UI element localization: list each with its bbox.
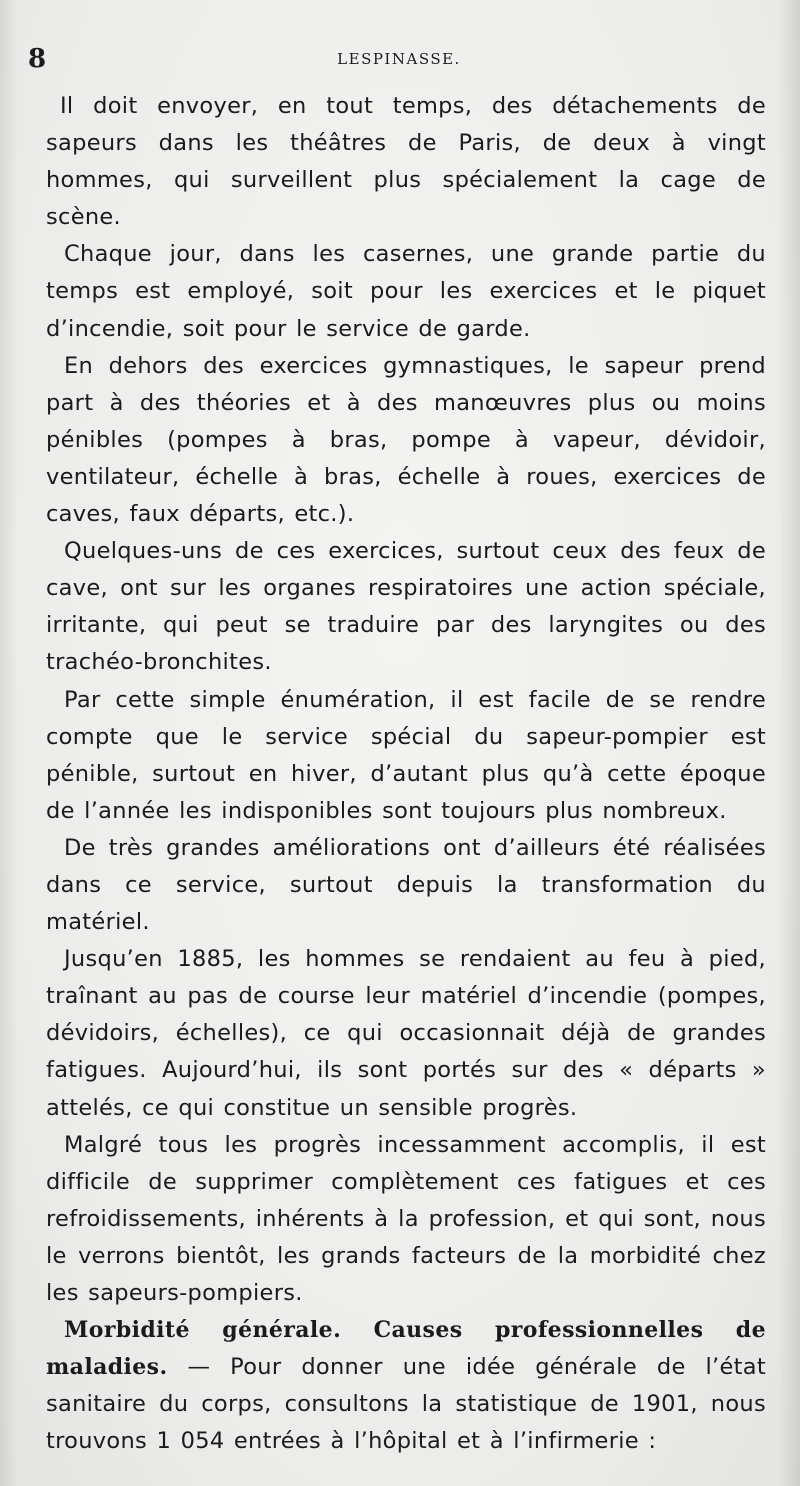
body-text — [46, 88, 766, 1460]
section-paragraph — [46, 1312, 766, 1460]
page-header — [28, 40, 770, 76]
paragraph-6: De très grandes améliorations ont d’ailleurs été réalisées dans ce service, surtout depuis la transformation du matériel. — [46, 834, 766, 936]
page-number: 8 — [28, 44, 47, 74]
paragraph-8: Malgré tous les progrès incessamment accomplis, il est difficile de supprimer complètement ces fatigues et ces refroidissements, inhérents à la profession, et qui sont, nous le verrons bientôt, les grands facteurs de la morbidité chez les sapeurs-pompiers. — [46, 1131, 766, 1306]
section-text: — Pour donner une idée générale de l’état sanitaire du corps, consultons la statistique de 1901, nous trouvons 1 054 entrées à l’hôpital et à l’infirmerie : — [46, 1354, 766, 1455]
section-heading: Morbidité générale. Causes professionnelles de maladies. — [46, 1317, 766, 1381]
paragraph-1: Il doit envoyer, en tout temps, des détachements de sapeurs dans les théâtres de Paris, de deux à vingt hommes, qui surveillent plus spécialement la cage de scène. — [46, 93, 766, 231]
running-head: LESPINASSE. — [337, 50, 461, 68]
paragraph-3: En dehors des exercices gymnastiques, le sapeur prend part à des théories et à des manœuvres plus ou moins pénibles (pompes à bras, pompe à vapeur, dévidoir, ventilateur, échelle à bras, échelle à roues, exercices de caves, faux départs, etc.). — [46, 352, 766, 528]
paragraph-5: Par cette simple énumération, il est facile de se rendre compte que le service spécial du sapeur-pompier est pénible, surtout en hiver, d’autant plus qu’à cette époque de l’année les indisponibles sont toujours plus nombreux. — [46, 686, 766, 824]
paragraph-7: Jusqu’en 1885, les hommes se rendaient au feu à pied, traînant au pas de course leur matériel d’incendie (pompes, dévidoirs, échelles), ce qui occasionnait déjà de grandes fatigues. Aujourd’hui, ils sont portés sur des « départs » attelés, ce qui constitue un sensible progrès. — [46, 946, 766, 1121]
paragraph-2: Chaque jour, dans les casernes, une grande partie du temps est employé, soit pour les exercices et le piquet d’incendie, soit pour le service de garde. — [46, 241, 766, 342]
paragraph-4: Quelques-uns de ces exercices, surtout ceux des feux de cave, ont sur les organes respiratoires une action spéciale, irritante, qui peut se traduire par des laryngites ou des trachéo-bronchites. — [46, 538, 766, 676]
